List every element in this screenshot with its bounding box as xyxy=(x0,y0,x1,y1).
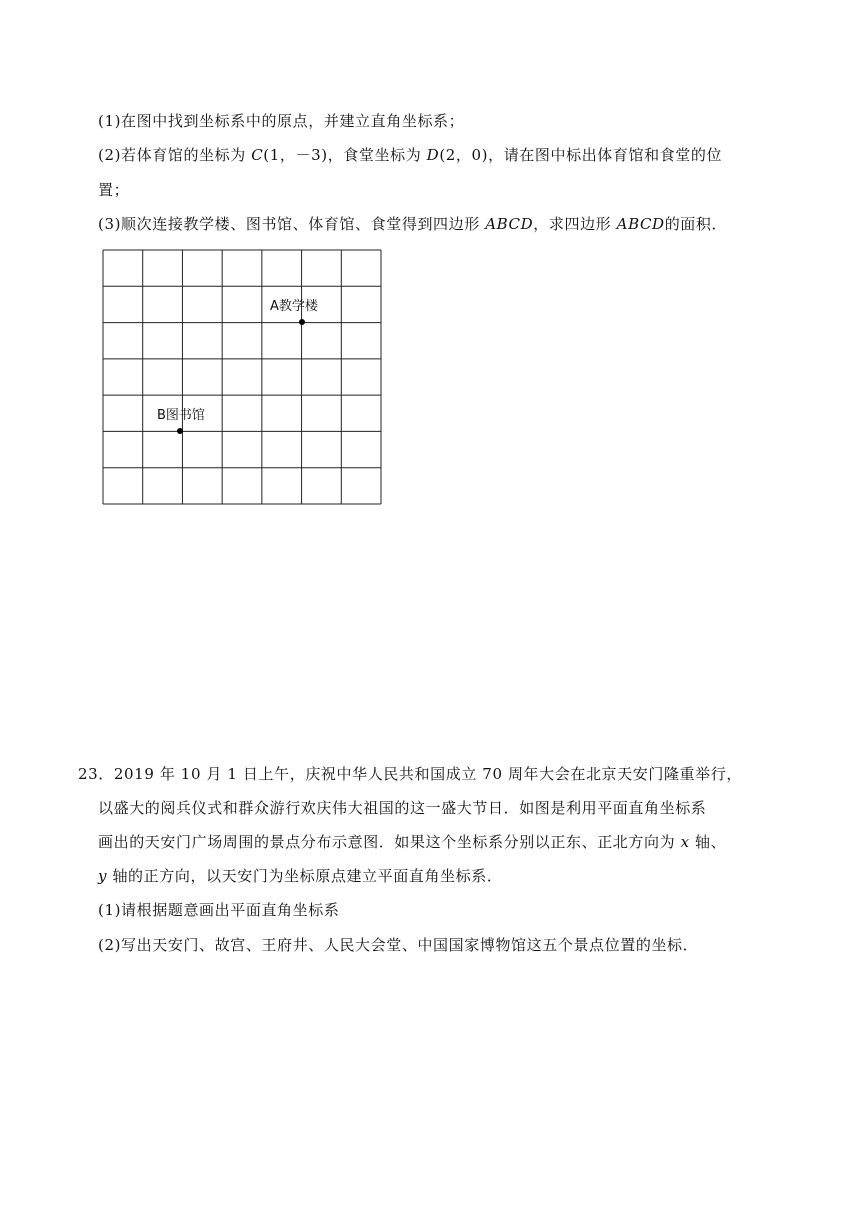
question-22-part1: (1)在图中找到坐标系中的原点，并建立直角坐标系； xyxy=(98,112,465,130)
question-22-part2 xyxy=(98,145,722,165)
question-23-line4 xyxy=(98,866,502,886)
question-22-part3 xyxy=(98,214,727,234)
question-23-part1: (1)请根据题意画出平面直角坐标系 xyxy=(98,901,340,919)
q22-p2-text-b: (1，－3)，食堂坐标为 xyxy=(263,146,427,164)
q23-y-axis-var: y xyxy=(98,867,108,885)
question-23-line1: 23．2019 年 10 月 1 日上午，庆祝中华人民共和国成立 70 周年大会在北京天安门隆重举行， xyxy=(78,765,742,783)
point-a-label: A教学楼 xyxy=(270,299,318,314)
q22-point-c: C xyxy=(251,146,264,164)
point-a-dot xyxy=(299,319,305,325)
q22-p3-text-c: 的面积． xyxy=(664,215,728,233)
point-b-label: B图书馆 xyxy=(157,408,205,423)
q23-x-axis-var: x xyxy=(680,833,690,851)
question-23-line3 xyxy=(98,832,726,852)
q22-p3-text-b: ，求四边形 xyxy=(533,215,617,233)
q23-l4-text-a: 轴的正方向，以天安门为坐标原点建立平面直角坐标系． xyxy=(107,867,503,885)
q23-l3-text-a: 画出的天安门广场周围的景点分布示意图．如果这个坐标系分别以正东、正北方向为 xyxy=(98,833,681,851)
question-22-part2-continued: 置； xyxy=(98,181,130,199)
question-23-line2: 以盛大的阅兵仪式和群众游行欢庆伟大祖国的这一盛大节日．如图是利用平面直角坐标系 xyxy=(98,799,707,817)
square-grid-figure xyxy=(102,249,382,505)
q22-quad-abcd-1: ABCD xyxy=(485,215,534,233)
q22-quad-abcd-2: ABCD xyxy=(616,215,665,233)
grid-lines xyxy=(102,249,382,505)
q22-p2-text-a: (2)若体育馆的坐标为 xyxy=(98,146,252,164)
q22-point-d: D xyxy=(426,146,440,164)
q22-p2-text-e: (2，0)，请在图中标出体育馆和食堂的位 xyxy=(439,146,723,164)
point-b-dot xyxy=(177,428,183,434)
question-23-part2: (2)写出天安门、故宫、王府井、人民大会堂、中国国家博物馆这五个景点位置的坐标． xyxy=(98,936,699,954)
q22-p3-text-a: (3)顺次连接教学楼、图书馆、体育馆、食堂得到四边形 xyxy=(98,215,486,233)
q23-l3-text-b: 轴、 xyxy=(689,833,727,851)
